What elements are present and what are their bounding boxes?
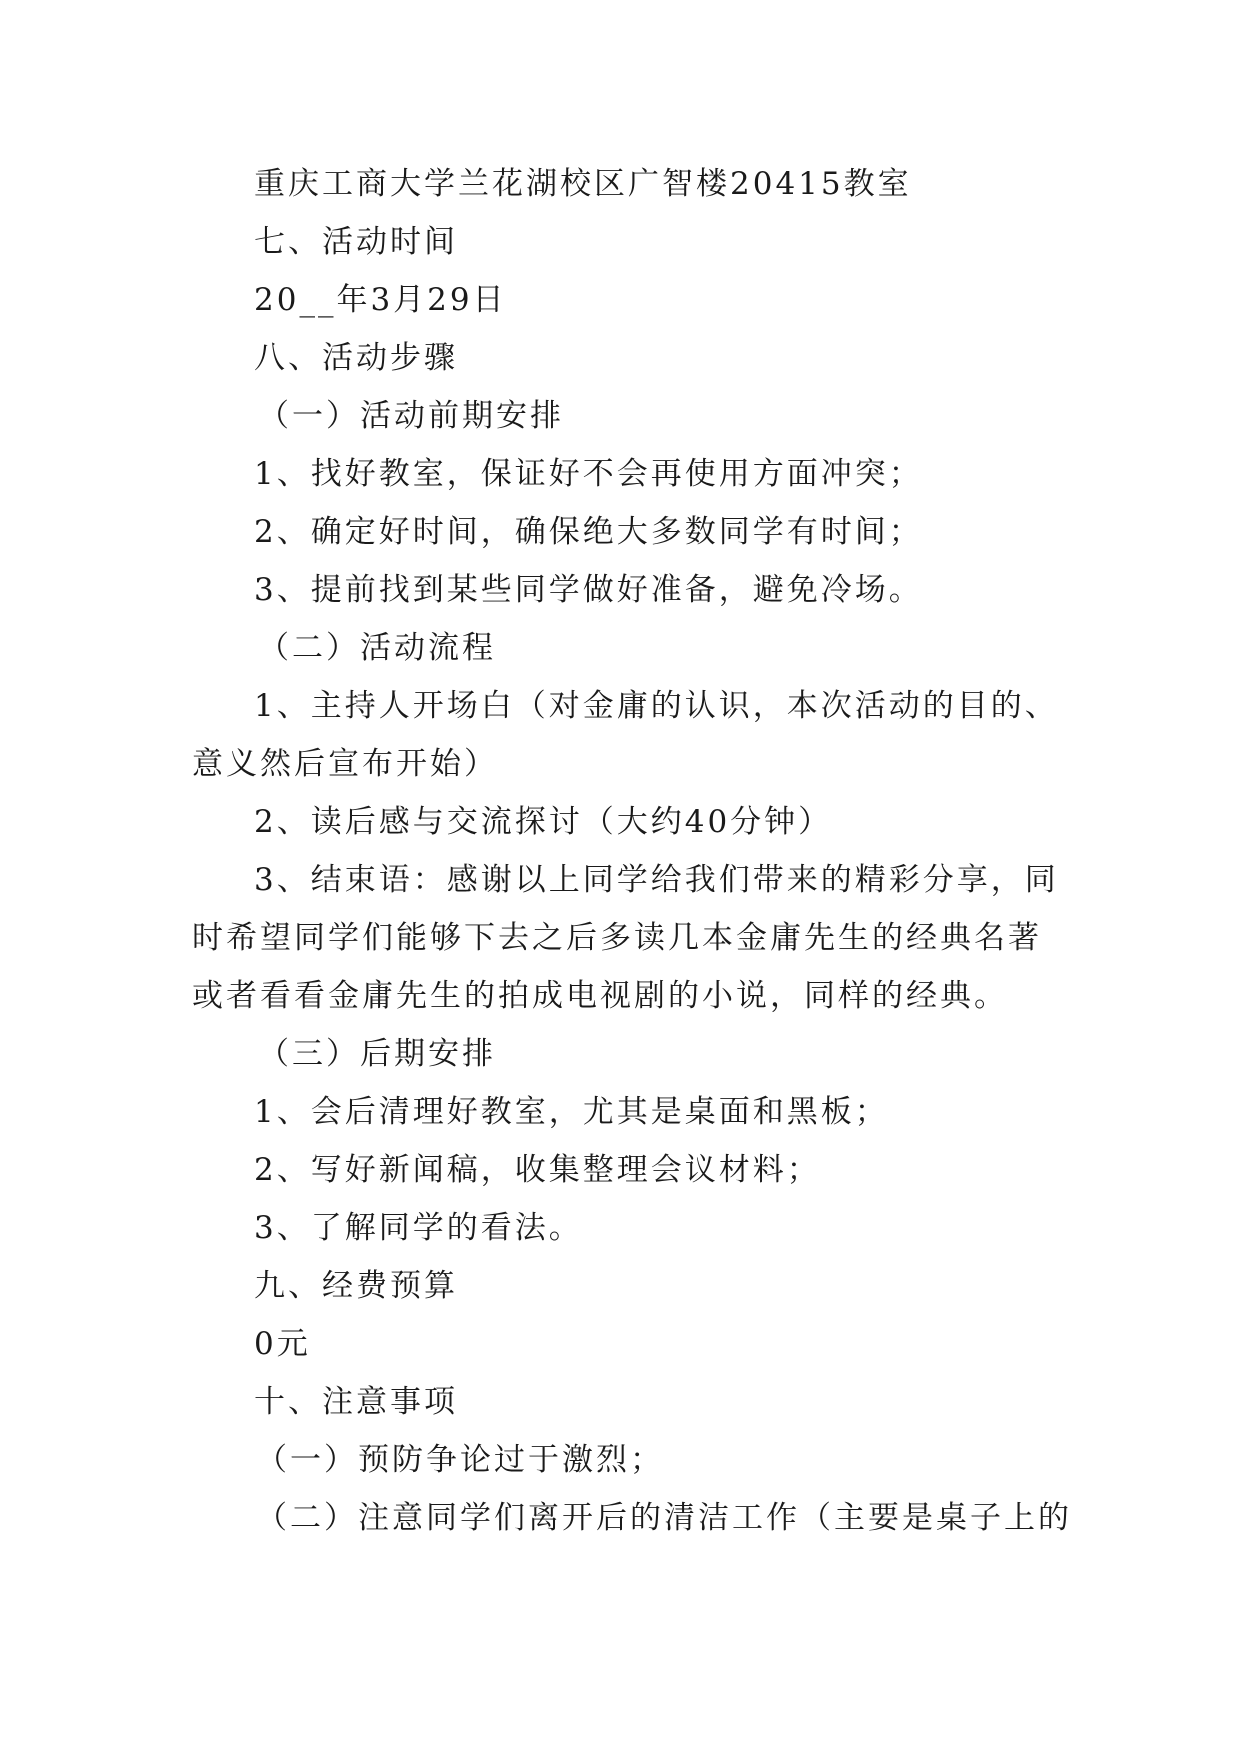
text-line-followup-1: 1、会后清理好教室，尤其是桌面和黑板； xyxy=(254,1094,889,1130)
text-line-process-1-cont: 意义然后宣布开始） xyxy=(192,746,498,782)
text-line-location: 重庆工商大学兰花湖校区广智楼20415教室 xyxy=(254,166,912,202)
subheading-preparation: （一）活动前期安排 xyxy=(258,398,564,434)
text-line-followup-3: 3、了解同学的看法。 xyxy=(254,1210,583,1246)
subheading-process: （二）活动流程 xyxy=(258,630,496,666)
text-line-date: 20__年3月29日 xyxy=(254,282,507,318)
heading-budget: 九、经费预算 xyxy=(254,1268,458,1304)
text-line-prep-1: 1、找好教室，保证好不会再使用方面冲突； xyxy=(254,456,923,492)
text-line-process-1: 1、主持人开场白（对金庸的认识，本次活动的目的、 xyxy=(254,688,1059,724)
heading-activity-time: 七、活动时间 xyxy=(254,224,458,260)
text-line-prep-2: 2、确定好时间，确保绝大多数同学有时间； xyxy=(254,514,923,550)
text-line-process-3-cont-2: 或者看看金庸先生的拍成电视剧的小说，同样的经典。 xyxy=(192,978,1008,1014)
text-line-prep-3: 3、提前找到某些同学做好准备，避免冷场。 xyxy=(254,572,923,608)
heading-activity-steps: 八、活动步骤 xyxy=(254,340,458,376)
text-line-note-1: （一）预防争论过于激烈； xyxy=(256,1442,664,1478)
text-line-note-2: （二）注意同学们离开后的清洁工作（主要是桌子上的 xyxy=(256,1500,1072,1536)
text-line-budget-amount: 0元 xyxy=(254,1326,311,1362)
heading-notes: 十、注意事项 xyxy=(254,1384,458,1420)
text-line-process-2: 2、读后感与交流探讨（大约40分钟） xyxy=(254,804,833,840)
text-line-followup-2: 2、写好新闻稿，收集整理会议材料； xyxy=(254,1152,821,1188)
text-line-process-3-cont-1: 时希望同学们能够下去之后多读几本金庸先生的经典名著 xyxy=(192,920,1042,956)
text-line-process-3: 3、结束语：感谢以上同学给我们带来的精彩分享，同 xyxy=(254,862,1059,898)
subheading-followup: （三）后期安排 xyxy=(258,1036,496,1072)
